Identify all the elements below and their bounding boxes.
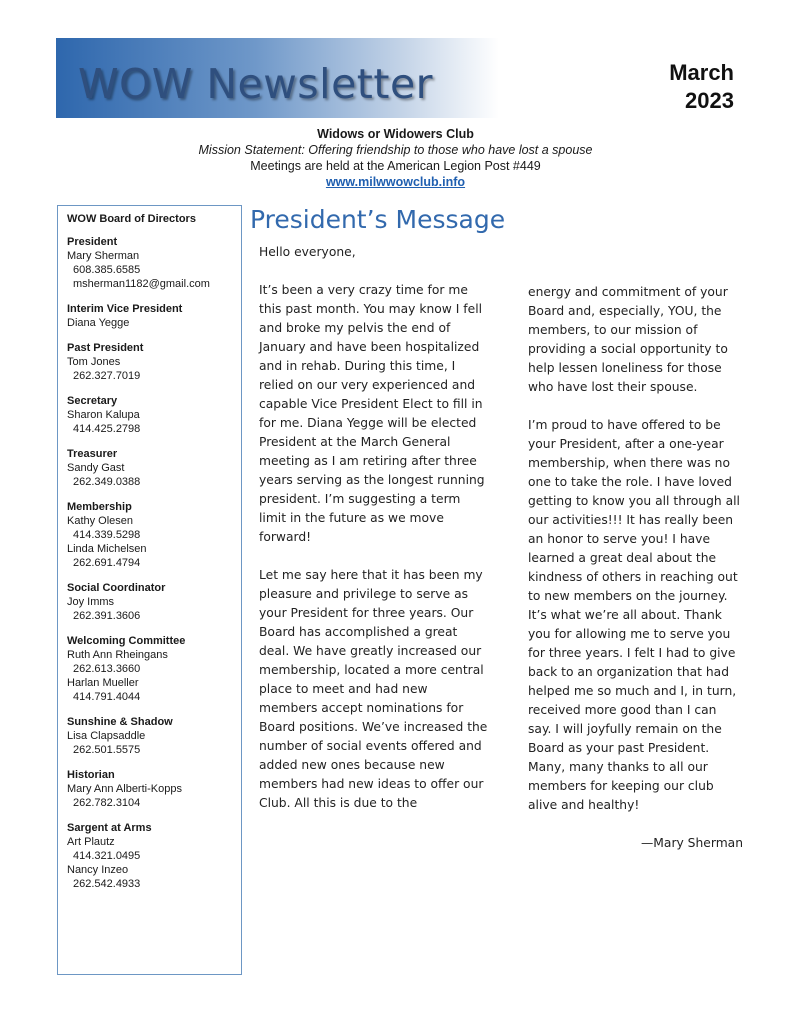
board-role-title: Membership xyxy=(67,501,132,513)
board-role-title: Social Coordinator xyxy=(67,582,166,594)
newsletter-banner xyxy=(56,38,499,118)
board-roles-list xyxy=(67,235,232,891)
member-phone: 608.385.6585 xyxy=(73,264,141,276)
member-name: Mary Sherman xyxy=(67,250,140,262)
member-name: Joy Imms xyxy=(67,596,115,608)
board-role-title: Past President xyxy=(67,342,144,354)
member-email: msherman1182@gmail.com xyxy=(73,278,210,290)
member-phone: 262.691.4794 xyxy=(73,557,141,569)
board-role-title: Secretary xyxy=(67,395,118,407)
issue-month: March xyxy=(669,60,734,85)
member-name: Sandy Gast xyxy=(67,462,125,474)
member-name: Diana Yegge xyxy=(67,317,130,329)
member-name: Kathy Olesen xyxy=(67,515,134,527)
greeting: Hello everyone, xyxy=(259,245,356,259)
board-of-directors-box xyxy=(57,205,242,975)
member-name: Linda Michelsen xyxy=(67,543,147,555)
member-name: Tom Jones xyxy=(67,356,121,368)
member-name: Sharon Kalupa xyxy=(67,409,140,421)
member-phone: 414.425.2798 xyxy=(73,423,141,435)
board-role-title: Treasurer xyxy=(67,448,118,460)
board-role xyxy=(67,394,232,436)
member-phone: 262.327.7019 xyxy=(73,370,141,382)
signature: —Mary Sherman xyxy=(641,836,743,850)
board-role xyxy=(67,500,232,570)
club-name: Widows or Widowers Club xyxy=(317,127,474,141)
meeting-location: Meetings are held at the American Legion Post #449 xyxy=(250,159,541,173)
board-role-title: Welcoming Committee xyxy=(67,635,186,647)
member-phone: 262.391.3606 xyxy=(73,610,141,622)
member-name: Nancy Inzeo xyxy=(67,864,129,876)
member-name: Harlan Mueller xyxy=(67,677,139,689)
member-phone: 262.349.0388 xyxy=(73,476,141,488)
member-name: Ruth Ann Rheingans xyxy=(67,649,168,661)
newsletter-title: WOW Newsletter xyxy=(78,60,434,108)
board-title: WOW Board of Directors xyxy=(67,213,196,225)
board-role xyxy=(67,235,232,291)
message-paragraph-4: I’m proud to have offered to be your President, after a one-year membership, when there was no one to take the role. I have loved getting to know you all through all our activities!!! It has really been an honor to serve you! I have learned a great deal about the kindness of others in reaching out to new members on the journey. It’s what we’re all about. Thank you for allowing me to serve you for three years. I felt I had to give back to an organization that had helped me so much and I, in turn, received more good than I can say. I will joyfully remain on the Board as your past President. Many, many thanks to all our members for keeping our club alive and healthy! xyxy=(528,418,740,812)
board-role xyxy=(67,447,232,489)
member-phone: 262.782.3104 xyxy=(73,797,141,809)
masthead xyxy=(0,126,791,190)
member-phone: 262.501.5575 xyxy=(73,744,141,756)
member-phone: 414.321.0495 xyxy=(73,850,141,862)
board-role xyxy=(67,341,232,383)
board-role xyxy=(67,821,232,891)
message-paragraph-3: energy and commitment of your Board and, especially, YOU, the members, to our mission of providing a social opportunity to help lessen loneliness for those who have lost their spouse. xyxy=(528,285,728,394)
board-role-title: President xyxy=(67,236,118,248)
issue-year: 2023 xyxy=(685,88,734,113)
board-role xyxy=(67,581,232,623)
member-name: Mary Ann Alberti-Kopps xyxy=(67,783,182,795)
message-paragraph-1: It’s been a very crazy time for me this past month. You may know I fell and broke my pelvis the end of January and have been hospitalized and in rehab. During this time, I relied on our very experienced and capable Vice President Elect to fill in for me. Diana Yegge will be elected President at the March General meeting as I am retiring after three years serving as the longest running president. I’m suggesting a term limit in the future as we move forward! xyxy=(259,283,485,544)
board-role-title: Interim Vice President xyxy=(67,303,183,315)
member-phone: 262.542.4933 xyxy=(73,878,141,890)
member-phone: 414.791.4044 xyxy=(73,691,141,703)
message-paragraph-2: Let me say here that it has been my pleasure and privilege to serve as your President for three years. Our Board has accomplished a great deal. We have greatly increased our membership, located a more central place to meet and had new members accept nominations for Board positions. We’ve increased the number of social events offered and added new ones because new members had new ideas to offer our Club. All this is due to the xyxy=(259,568,488,810)
board-role xyxy=(67,715,232,757)
member-phone: 262.613.3660 xyxy=(73,663,141,675)
member-name: Lisa Clapsaddle xyxy=(67,730,146,742)
message-column-right xyxy=(528,283,743,872)
board-role-title: Sunshine & Shadow xyxy=(67,716,173,728)
website-link[interactable]: www.milwwowclub.info xyxy=(325,175,466,189)
board-role xyxy=(67,768,232,810)
member-phone: 414.339.5298 xyxy=(73,529,141,541)
board-role-title: Historian xyxy=(67,769,115,781)
board-role xyxy=(67,302,232,330)
member-name: Art Plautz xyxy=(67,836,115,848)
board-role-title: Sargent at Arms xyxy=(67,822,152,834)
mission-statement: Mission Statement: Offering friendship to those who have lost a spouse xyxy=(198,143,593,157)
board-role xyxy=(67,634,232,704)
message-column-left xyxy=(259,243,489,832)
presidents-message-title: President’s Message xyxy=(250,205,506,234)
